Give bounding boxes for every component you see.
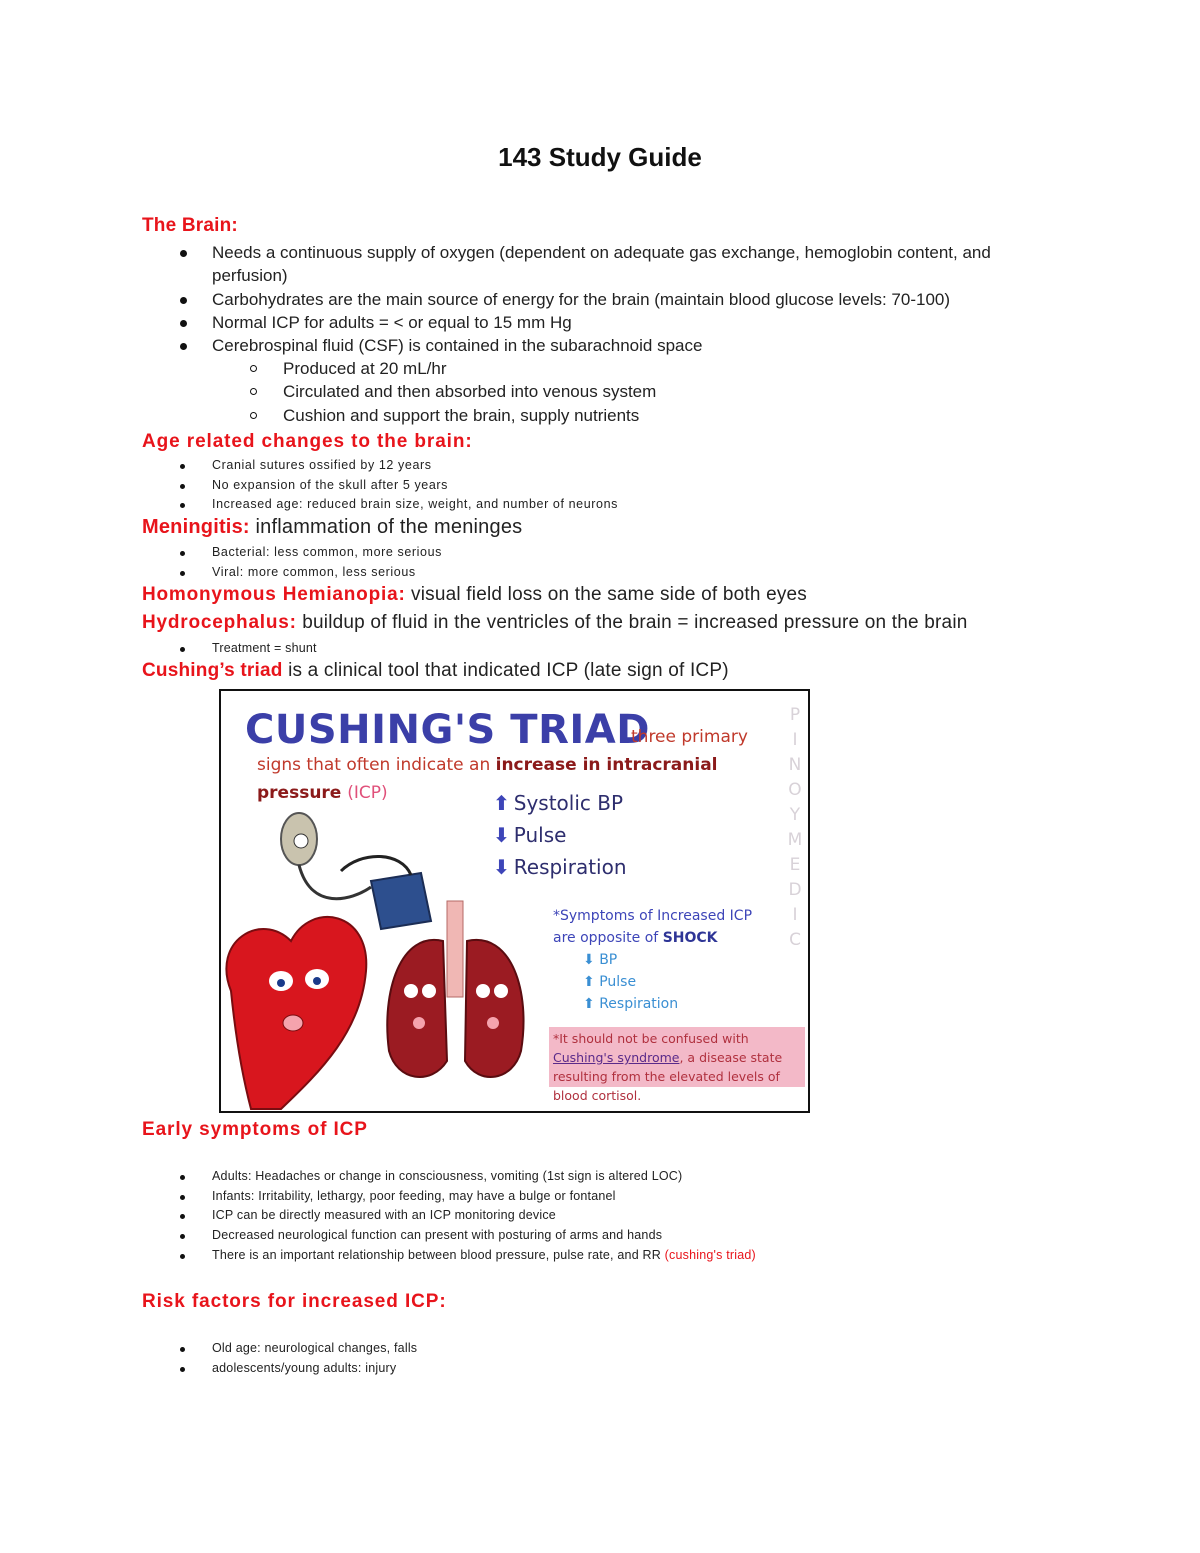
- note-shock: SHOCK: [662, 930, 718, 946]
- hemianopia-definition: visual field loss on the same side of both eyes: [405, 584, 808, 605]
- list-item: Treatment = shunt: [180, 639, 317, 659]
- meningitis-definition: inflammation of the meninges: [249, 516, 523, 538]
- watermark-letter: D: [788, 880, 802, 900]
- list-item: Produced at 20 mL/hr: [250, 357, 656, 380]
- figure-subtitle-1: three primary: [631, 727, 748, 747]
- figure-syndrome-note: [549, 1027, 805, 1103]
- list-item: Cranial sutures ossified by 12 years: [180, 456, 618, 476]
- list-item: Cerebrospinal fluid (CSF) is contained in the subarachnoid space: [180, 334, 1042, 357]
- hydrocephalus-heading: [142, 612, 968, 634]
- watermark-letter: O: [788, 780, 802, 800]
- sign-label: Respiration: [513, 855, 627, 879]
- list-item: Normal ICP for adults = < or equal to 15 mm Hg: [180, 311, 1042, 334]
- hydrocephalus-definition: buildup of fluid in the ventricles of the brain = increased pressure on the brain: [296, 612, 968, 633]
- watermark-letter: C: [789, 930, 801, 950]
- sign-label: Systolic BP: [513, 791, 624, 815]
- watermark-letter: P: [789, 705, 801, 725]
- shock-sign-label: Respiration: [599, 996, 679, 1012]
- sign-label: Pulse: [513, 823, 567, 847]
- figure-title: CUSHING'S TRIAD: [245, 707, 650, 753]
- list-item: No expansion of the skull after 5 years: [180, 476, 618, 496]
- early-list: [180, 1167, 756, 1266]
- arrow-up-icon: ⬆: [583, 974, 595, 990]
- watermark-letter: I: [792, 905, 798, 925]
- age-list: [180, 456, 618, 515]
- page-title: 143 Study Guide: [498, 142, 702, 172]
- pink-note-b: , a disease state resulting from the elevated levels of blood cortisol.: [553, 1050, 783, 1103]
- meningitis-list: [180, 543, 442, 582]
- pink-note-link: Cushing's syndrome: [553, 1050, 680, 1065]
- stethoscope-icon: [281, 813, 371, 899]
- list-item: adolescents/young adults: injury: [180, 1359, 417, 1379]
- cushing-definition: is a clinical tool that indicated ICP (late sign of ICP): [282, 660, 729, 681]
- hydrocephalus-list: [180, 639, 317, 659]
- arrow-down-icon: ⬇: [493, 823, 510, 847]
- arrow-down-icon: ⬇: [583, 952, 595, 968]
- illustration: [221, 791, 551, 1111]
- brain-heading: The Brain:: [142, 215, 238, 236]
- shock-sign-label: Pulse: [599, 974, 637, 990]
- figure-subtitle-2a: signs that often indicate an: [257, 755, 496, 775]
- figure-subtitle-3a: pressure: [257, 783, 348, 803]
- shock-sign-respiration: [583, 993, 752, 1015]
- list-item: Needs a continuous supply of oxygen (dependent on adequate gas exchange, hemoglobin content, and perfusion): [180, 241, 1042, 288]
- watermark-letter: N: [788, 755, 802, 775]
- shock-sign-bp: [583, 949, 752, 971]
- trachea-icon: [447, 901, 463, 997]
- list-item: Bacterial: less common, more serious: [180, 543, 442, 563]
- figure-subtitle-3b: (ICP): [347, 783, 388, 803]
- hemianopia-heading: [142, 584, 807, 606]
- note-line-2a: are opposite of: [553, 930, 663, 946]
- risk-heading: Risk factors for increased ICP:: [142, 1291, 447, 1312]
- risk-list: [180, 1339, 417, 1378]
- blood-pressure-cuff-icon: [341, 856, 431, 929]
- heart-icon: [226, 917, 366, 1109]
- early-heading: Early symptoms of ICP: [142, 1119, 368, 1140]
- list-item: Circulated and then absorbed into venous system: [250, 380, 656, 403]
- meningitis-heading: [142, 516, 522, 539]
- note-line-1: *Symptoms of Increased ICP: [553, 908, 753, 924]
- brain-list: [180, 241, 1042, 357]
- list-item: Adults: Headaches or change in consciousness, vomiting (1st sign is altered LOC): [180, 1167, 756, 1187]
- watermark-letter: E: [789, 855, 801, 875]
- shock-sign-pulse: [583, 971, 752, 993]
- watermark-letter: I: [792, 730, 798, 750]
- list-item: Infants: Irritability, lethargy, poor feeding, may have a bulge or fontanel: [180, 1187, 756, 1207]
- arrow-up-icon: ⬆: [583, 996, 595, 1012]
- pink-note-a: *It should not be confused with: [553, 1031, 749, 1046]
- meningitis-term: Meningitis:: [142, 516, 250, 538]
- hemianopia-term: Homonymous Hemianopia:: [142, 584, 406, 605]
- figure-shock-note: [553, 905, 752, 1015]
- note-line-2: [553, 927, 752, 949]
- arrow-up-icon: ⬆: [493, 791, 510, 815]
- cushings-triad-figure: [219, 689, 810, 1113]
- list-item: Carbohydrates are the main source of energy for the brain (maintain blood glucose levels: 70-100): [180, 288, 1042, 311]
- age-heading: Age related changes to the brain:: [142, 431, 473, 452]
- list-item: Increased age: reduced brain size, weight, and number of neurons: [180, 495, 618, 515]
- list-item: Viral: more common, less serious: [180, 563, 442, 583]
- watermark-letter: M: [787, 830, 803, 850]
- cushing-heading: [142, 660, 729, 682]
- cushing-term: Cushing’s triad: [142, 660, 283, 681]
- figure-subtitle-2: [257, 755, 718, 775]
- watermark-letter: Y: [789, 805, 801, 825]
- cushing-note: (cushing's triad): [664, 1247, 756, 1262]
- arrow-down-icon: ⬇: [493, 855, 510, 879]
- figure-subtitle-2b: increase in intracranial: [495, 755, 718, 775]
- list-item: [180, 1246, 756, 1266]
- list-item: ICP can be directly measured with an ICP monitoring device: [180, 1206, 756, 1226]
- list-item: Old age: neurological changes, falls: [180, 1339, 417, 1359]
- csf-sublist: [250, 357, 656, 427]
- list-item: Decreased neurological function can present with posturing of arms and hands: [180, 1226, 756, 1246]
- list-item-text: There is an important relationship between blood pressure, pulse rate, and RR: [212, 1247, 665, 1262]
- shock-sign-label: BP: [599, 952, 618, 968]
- hydrocephalus-term: Hydrocephalus:: [142, 612, 297, 633]
- list-item: Cushion and support the brain, supply nutrients: [250, 404, 656, 427]
- figure-watermark: [787, 703, 803, 953]
